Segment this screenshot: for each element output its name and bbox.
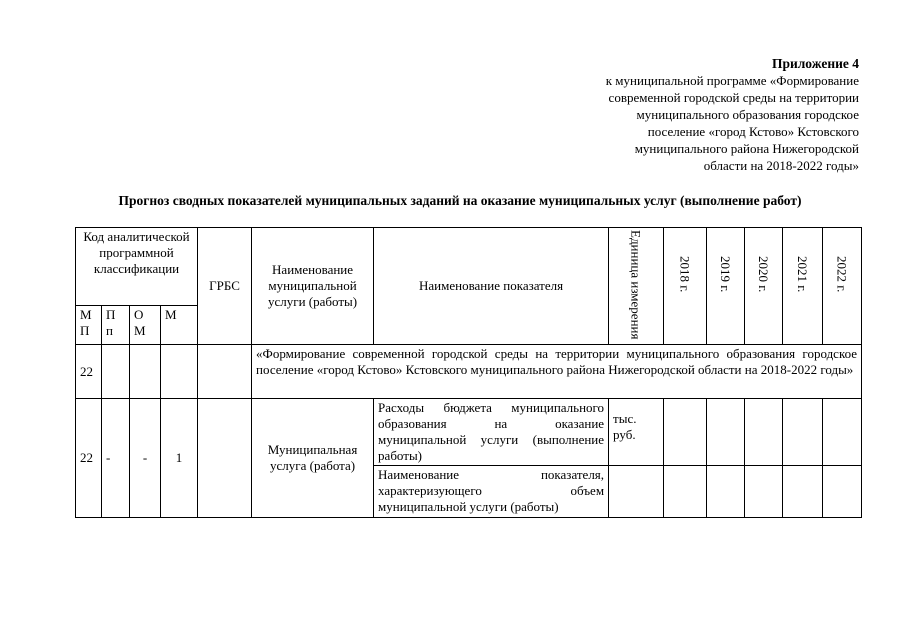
header-year-2020	[745, 228, 783, 345]
year-label: 2021 г.	[795, 256, 811, 293]
program-om	[130, 345, 161, 399]
value-2020	[745, 399, 783, 466]
service-row	[76, 399, 862, 466]
value-2021	[783, 466, 823, 518]
indicator-unit: тыс. руб.	[609, 399, 664, 466]
appendix-line: области на 2018-2022 годы»	[703, 158, 859, 173]
indicator-name: Расходы бюджета муниципального образования на оказание муниципальной услуги (выполнение работы)	[374, 399, 609, 466]
service-pp: -	[102, 399, 130, 518]
appendix-line: современной городской среды на территории	[608, 90, 859, 105]
header-m: М	[161, 306, 198, 345]
program-m	[161, 345, 198, 399]
value-2018	[664, 466, 707, 518]
service-om: -	[130, 399, 161, 518]
value-2019	[707, 466, 745, 518]
header-grbs: ГРБС	[198, 228, 252, 345]
service-m: 1	[161, 399, 198, 518]
header-year-2018	[664, 228, 707, 345]
header-pp: П п	[102, 306, 130, 345]
header-om: О М	[130, 306, 161, 345]
year-label: 2019 г.	[718, 256, 734, 293]
year-label: 2022 г.	[834, 256, 850, 293]
document-title: Прогноз сводных показателей муниципальных заданий на оказание муниципальных услуг (выполнение работ)	[118, 193, 802, 208]
value-2021	[783, 399, 823, 466]
indicator-name: Наименование показателя, характеризующего объем муниципальной услуги (работы)	[374, 466, 609, 518]
value-2020	[745, 466, 783, 518]
appendix-block	[529, 55, 859, 174]
header-indicator-name: Наименование показателя	[374, 228, 609, 345]
appendix-line: муниципального района Нижегородской	[634, 141, 859, 156]
year-label: 2018 г.	[677, 256, 693, 293]
appendix-line: к муниципальной программе «Формирование	[605, 73, 859, 88]
appendix-line: муниципального образования городское	[636, 107, 859, 122]
appendix-line: поселение «город Кстово» Кстовского	[647, 124, 859, 139]
program-pp	[102, 345, 130, 399]
value-2019	[707, 399, 745, 466]
program-row	[76, 345, 862, 399]
header-row	[76, 228, 862, 306]
indicators-table	[75, 227, 862, 518]
program-text: «Формирование современной городской среды на территории муниципального образования городское поселение «город Кстово» Кстовского муниципального района Нижегородской области на 2018-2022 годы»	[252, 345, 862, 399]
program-grbs	[198, 345, 252, 399]
program-mp: 22	[76, 345, 102, 399]
value-2022	[823, 466, 862, 518]
value-2018	[664, 399, 707, 466]
indicator-unit	[609, 466, 664, 518]
header-unit	[609, 228, 664, 345]
service-grbs	[198, 399, 252, 518]
header-year-2022	[823, 228, 862, 345]
header-unit-text: Единица измерения	[628, 230, 644, 340]
header-year-2021	[783, 228, 823, 345]
header-year-2019	[707, 228, 745, 345]
year-label: 2020 г.	[756, 256, 772, 293]
header-mp: М П	[76, 306, 102, 345]
service-mp: 22	[76, 399, 102, 518]
appendix-title: Приложение 4	[771, 56, 859, 71]
service-name: Муниципальная услуга (работа)	[252, 399, 374, 518]
header-service-name: Наименование муниципальной услуги (работы)	[252, 228, 374, 345]
value-2022	[823, 399, 862, 466]
header-code-group: Код аналитической программной классификации	[76, 228, 198, 306]
